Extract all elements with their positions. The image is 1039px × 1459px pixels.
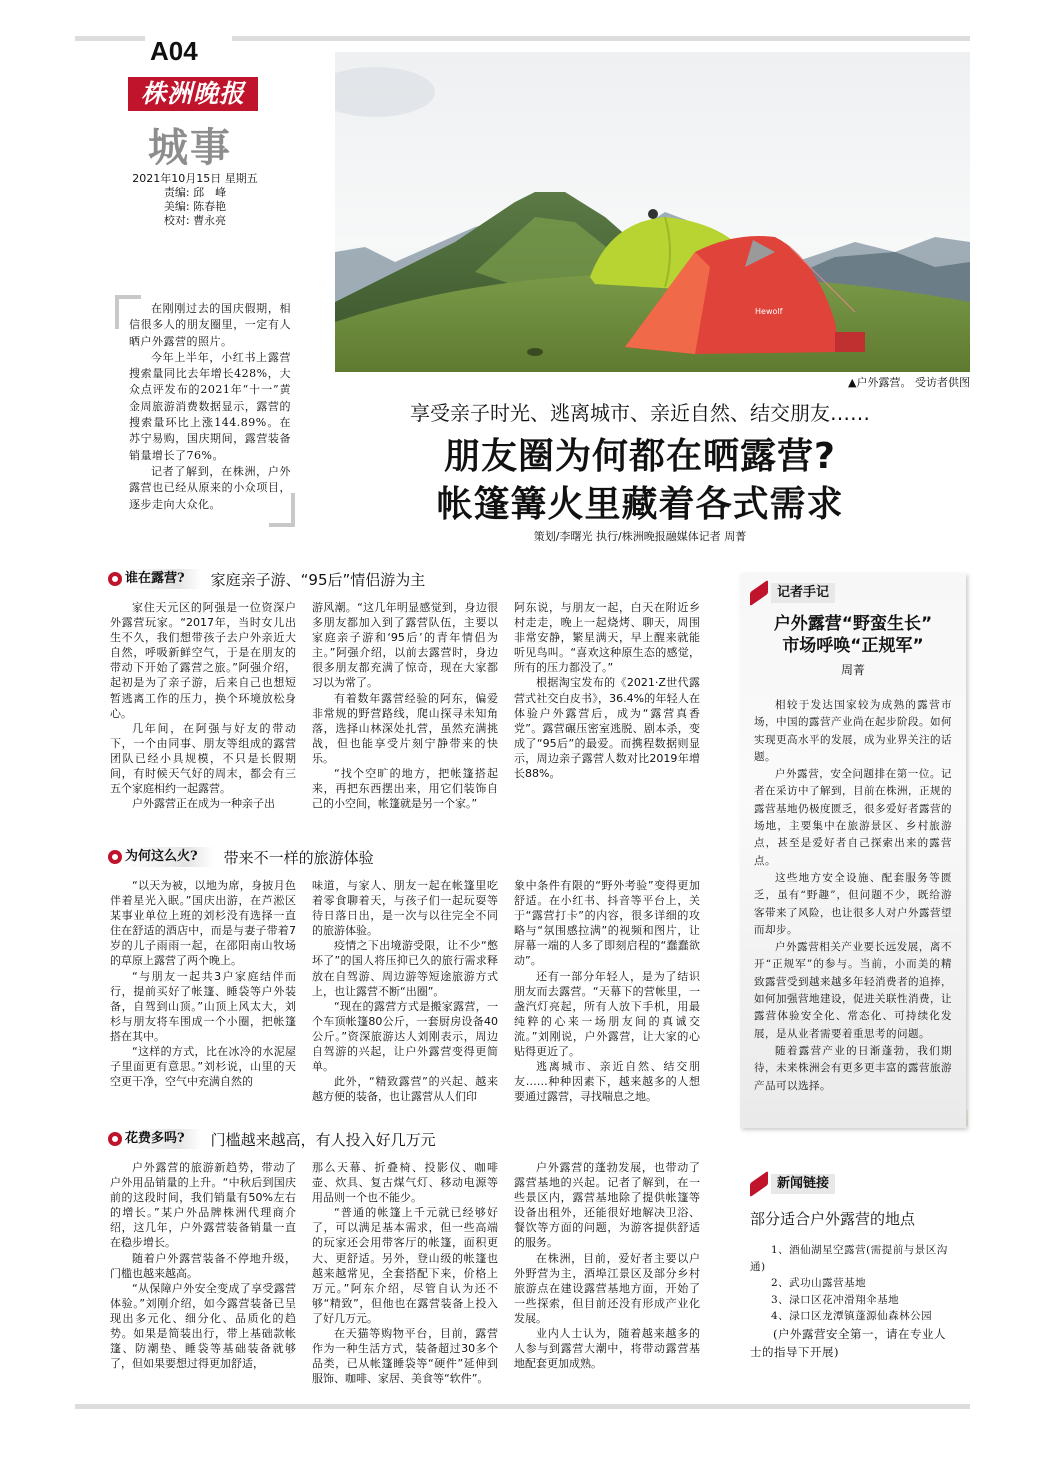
circle-bullet-icon (108, 850, 122, 864)
pen-icon (750, 580, 768, 607)
intro-paragraph: 记者了解到，在株洲，户外露营也已经从原来的小众项目，逐步走向大众化。 (129, 464, 291, 511)
reporter-notes-title-2: 市场呼唤“正规军” (782, 636, 924, 656)
photo-caption: ▲户外露营。 受访者供图 (848, 376, 970, 389)
paragraph: 逃离城市、亲近自然、结交朋友……种种因素下，越来越多的人想要通过露营，寻找喘息之地。 (514, 1060, 700, 1104)
list-item: 2、武功山露营基地 (771, 1277, 867, 1289)
pen-icon (750, 1171, 768, 1198)
intro-paragraph: 在刚刚过去的国庆假期，相信很多人的朋友圈里，一定有人晒户外露营的照片。 (129, 302, 291, 348)
news-link-list (750, 1242, 950, 1361)
section-tag: 谁在露营? (125, 569, 201, 589)
article-column (110, 1160, 296, 1371)
paragraph: 户外露营的旅游新趋势，带动了户外用品销量的上升。“中秋后到国庆前的这段时间，我们销量有50%左右的增长。”某户外品牌株洲代理商介绍，这几年，户外露营装备销量一直在稳步增长。 (110, 1161, 296, 1250)
paragraph: 根据淘宝发布的《2021·Z世代露营式社交白皮书》，36.4%的年轻人在体验户外露营后，成为“露营真香党”。露营碾压密室逃脱、剧本杀，变成了“95后”的最爱。而携程数据则显示，周边亲子露营人数对比2019年增长88%。 (514, 676, 700, 781)
paragraph: 随着户外露营装备不停地升级，门槛也越来越高。 (110, 1251, 296, 1280)
section-tag: 花费多吗? (125, 1129, 201, 1149)
reporter-notes-body (754, 697, 952, 1095)
art-editor-credit: 美编: 陈春艳 (163, 200, 227, 213)
paragraph: 业内人士认为，随着越来越多的人参与到露营大潮中，将带动露营基地配套更加成熟。 (514, 1327, 700, 1371)
news-link-title: 部分适合户外露营的地点 (750, 1210, 916, 1228)
section-header-who (108, 568, 425, 590)
section-title: 带来不一样的旅游体验 (223, 848, 374, 867)
paragraph: 随着露营产业的日渐蓬勃，我们期待，未来株洲会有更多更丰富的露营旅游产品可以选择。 (754, 1044, 952, 1092)
news-link-label: 新闻链接 (771, 1174, 835, 1194)
paragraph: 户外露营的蓬勃发展，也带动了露营基地的兴起。记者了解到，在一些景区内，露营基地除了提供帐篷等设备出租外，还能很好地解决卫浴、餐饮等方面的问题，为游客提供舒适的服务。 (514, 1161, 700, 1250)
paragraph: “从保障户外安全变成了享受露营体验。”刘刚介绍，如今露营装备已呈现出多元化、细分化、品质化的趋势。如果是简装出行，带上基础款帐篷、防潮垫、睡袋等基础装备就够了，但如果要想过得更加舒适， (110, 1281, 296, 1371)
proofreader-credit: 校对: 曹永亮 (163, 214, 227, 227)
paragraph: “普通的帐篷上千元就已经够好了，可以满足基本需求，但一些高端的玩家还会用带客厅的帐篷，面积更大、更舒适。另外，登山级的帐篷也越来越常见，全套搭配下来，价格上万元。”阿东介绍，尽管自认为还不够“精致”，但他也在露营装备上投入了好几万元。 (312, 1206, 498, 1325)
paragraph: 在天猫等购物平台，目前，露营作为一种生活方式，装备超过30多个品类，已从帐篷睡袋等“硬件”延伸到服饰、咖啡、家居、美食等“软件”。 (312, 1327, 498, 1386)
editor-credit: 责编: 邱 峰 (163, 186, 227, 199)
paragraph: 户外露营相关产业要长远发展，离不开“正规军”的参与。当前，小而美的精致露营受到越来越多年轻消费者的追捧，如何加强营地建设，促进关联性消费，让露营体验安全化、常态化、可持续化发展，是从业者需要着重思考的问题。 (754, 941, 952, 1040)
paragraph: “以天为被，以地为席，身披月色伴着星光入眠。”国庆出游，在芦淞区某事业单位上班的刘杉没有选择一直住在舒适的酒店中，而是与妻子带着7岁的儿子雨雨一起，在邵阳南山牧场的草原上露营了两个晚上。 (110, 879, 296, 968)
circle-bullet-icon (108, 1132, 122, 1146)
list-item: 1、酒仙湖星空露营(需提前与景区沟通) (750, 1244, 948, 1273)
paragraph: 阿东说，与朋友一起，白天在附近乡村走走，晚上一起烧烤、聊天，周围非常安静，繁星满天，早上醒来就能听见鸟叫。“喜欢这种原生态的感觉，所有的压力都没了。” (514, 601, 700, 675)
paragraph: 此外，“精致露营”的兴起、越来越方便的装备，也让露营从人们印 (312, 1075, 498, 1104)
paragraph: 家住天元区的阿强是一位资深户外露营玩家。“2017年，当时女儿出生不久，我们想带孩子去户外亲近大自然，呼吸新鲜空气，于是在朋友的带动下开始了露营之旅。”阿强介绍，起初是为了亲子游，后来自己也想短暂逃离工作的压力，换个环境放松身心。 (110, 601, 296, 720)
paper-logo: 株洲晚报 (128, 77, 258, 111)
article-column (514, 600, 700, 781)
paragraph: 户外露营，安全问题排在第一位。记者在采访中了解到，目前在株洲，正规的露营基地仍极度匮乏，很多爱好者露营的场地，主要集中在旅游景区、乡村旅游点，甚至是爱好者自己探索出来的露营点。 (754, 768, 952, 867)
paragraph: 户外露营正在成为一种亲子出 (132, 797, 275, 811)
camping-photo-illustration (335, 52, 970, 372)
paragraph: “这样的方式，比在冰冷的水泥屋子里面更有意思。”刘杉说，山里的天空更干净，空气中充满自然的 (110, 1045, 296, 1089)
intro-paragraph: 今年上半年，小红书上露营搜索量同比去年增长428%，大众点评发布的2021年“十一”黄金周旅游消费数据显示，露营的搜索量环比上涨144.89%。在苏宁易购，国庆期间，露营装备销量增长了76%。 (129, 350, 291, 462)
section-title: 门槛越来越高，有人投入好几万元 (210, 1130, 436, 1149)
top-rule-left (75, 36, 145, 41)
svg-text:Hewolf: Hewolf (755, 307, 783, 316)
section-name: 城事 (148, 124, 232, 171)
list-item: 3、渌口区花冲滑翔伞基地 (771, 1293, 900, 1306)
article-column (514, 878, 700, 1104)
list-item: 4、渌口区龙潭镇蓬源仙森林公园 (771, 1310, 933, 1322)
headline-line-2: 帐篷篝火里藏着各式需求 (436, 484, 844, 525)
article-column (312, 1160, 498, 1386)
top-rule-right (232, 36, 970, 41)
bottom-rule (75, 1404, 970, 1409)
paragraph: 那么天幕、折叠椅、投影仪、咖啡壶、炊具、复古煤气灯、移动电源等用品则一个也不能少。 (312, 1161, 498, 1205)
paragraph: 有着数年露营经验的阿东，偏爱非常规的野营路线，爬山探寻未知角落，选择山林深处扎营，虽然充满挑战，但也能享受片刻宁静带来的快乐。 (312, 691, 498, 765)
reporter-notes-box (740, 573, 966, 1128)
paragraph: 几年间，在阿强与好友的带动下，一个由同事、朋友等组成的露营团队已经小具规模，不只是长假期间，有时候天气好的周末，都会有三五个家庭相约一起露营。 (110, 721, 296, 796)
section-tag: 为何这么火? (125, 847, 214, 867)
issue-date: 2021年10月15日 星期五 (132, 172, 258, 185)
headline-line-1: 朋友圈为何都在晒露营? (444, 436, 836, 477)
paragraph: 还有一部分年轻人，是为了结识朋友而去露营。“天幕下的营帐里，一盏汽灯亮起，所有人放下手机，用最纯粹的心来一场朋友间的真诚交流。”刘刚说，户外露营，让大家的心贴得更近了。 (514, 969, 700, 1059)
paragraph: 象中条件有限的“野外考验”变得更加舒适。在小红书、抖音等平台上，关于“露营打卡”的内容，很多详细的攻略与“氛围感拉满”的视频和图片，让屏幕一端的人多了即刻启程的“蠢蠢欲动”。 (514, 879, 700, 968)
article-column (312, 600, 498, 811)
intro-box (115, 295, 295, 527)
article-column (514, 1160, 700, 1371)
paragraph: “现在的露营方式是搬家露营，一个车顶帐篷80公斤，一套厨房设备40公斤。”资深旅游达人刘刚表示，周边自驾游的兴起，让户外露营变得更简单。 (312, 999, 498, 1074)
headline-subtitle: 享受亲子时光、逃离城市、亲近自然、结交朋友…… (410, 401, 870, 425)
paragraph: 相较于发达国家较为成熟的露营市场，中国的露营产业尚在起步阶段。如何实现更高水平的发展，成为业界关注的话题。 (754, 699, 952, 763)
article-column (110, 600, 296, 811)
news-link-tag (750, 1174, 835, 1194)
circle-bullet-icon (108, 572, 122, 586)
reporter-notes-label: 记者手记 (771, 583, 835, 603)
reporter-notes-author: 周菁 (840, 663, 865, 677)
reporter-notes-tag (750, 583, 835, 603)
paragraph: 在株洲，目前，爱好者主要以户外野营为主，酒埠江景区及部分乡村旅游点在建设露营基地方面，开始了一些探索，但目前还没有形成产业化发展。 (514, 1251, 700, 1325)
page-number: A04 (150, 36, 198, 66)
safety-note: (户外露营安全第一，请在专业人士的指导下开展) (750, 1326, 946, 1359)
paragraph: 游风潮。“这几年明显感觉到，身边很多朋友都加入到了露营队伍，主要以家庭亲子游和‘95后’的青年情侣为主。”阿强介绍，以前去露营时，身边很多朋友都充满了惊奇，现在大家都习以为常了。 (312, 601, 498, 690)
news-link-box (740, 1170, 966, 1370)
camping-photo (335, 52, 970, 372)
paragraph: “与朋友一起共3户家庭结伴而行，提前买好了帐篷、睡袋等户外装备，自驾到山顶。”山顶上风太大，刘杉与朋友将车围成一个小圈，把帐篷搭在其中。 (110, 969, 296, 1043)
reporter-notes-title-1: 户外露营“野蛮生长” (773, 614, 933, 634)
section-header-cost (108, 1128, 436, 1150)
paragraph: “找个空旷的地方，把帐篷搭起来，再把东西摆出来，用它们装饰自己的小空间，帐篷就是另一个家。” (312, 767, 498, 811)
paragraph: 味道，与家人、朋友一起在帐篷里吃着零食聊着天，与孩子们一起玩耍等待日落日出，是一次与以往完全不同的旅游体验。 (312, 879, 498, 938)
byline: 策划/李曙光 执行/株洲晚报融媒体记者 周菁 (533, 530, 747, 543)
article-column (312, 878, 498, 1104)
paragraph: 这些地方安全设施、配套服务等匮乏，虽有“野趣”，但问题不少，既给游客带来了风险，也让很多人对户外露营望而却步。 (754, 871, 952, 936)
paragraph: 疫情之下出境游受限，让不少“憋坏了”的国人将压抑已久的旅行需求释放在自驾游、周边游等短途旅游方式上，也让露营不断“出圈”。 (312, 939, 498, 998)
section-title: 家庭亲子游、“95后”情侣游为主 (210, 570, 426, 589)
article-column (110, 878, 296, 1089)
intro-text (129, 301, 291, 513)
section-header-why (108, 846, 374, 868)
